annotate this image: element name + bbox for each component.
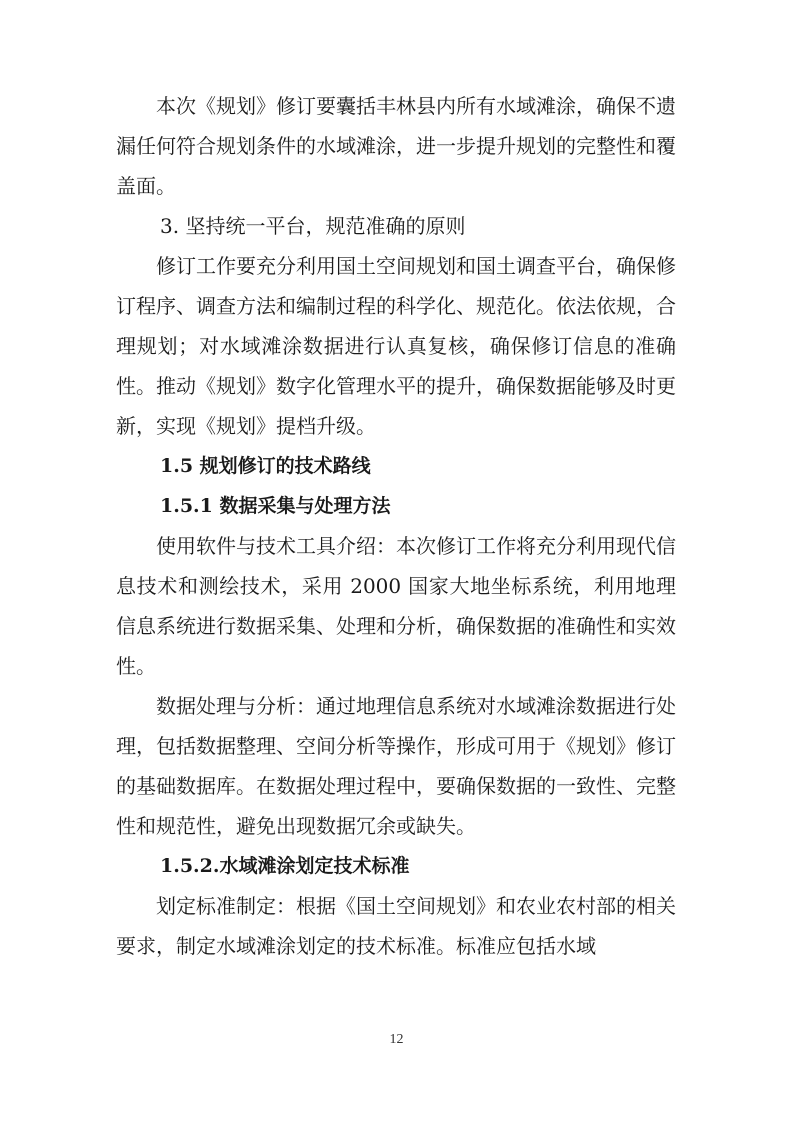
section-heading-1-5: 1.5 规划修订的技术路线: [160, 455, 371, 477]
paragraph-data-processing: 数据处理与分析：通过地理信息系统对水域滩涂数据进行处理，包括数据整理、空间分析等操作，形成可用于《规划》修订的基础数据库。在数据处理过程中，要确保数据的一致性、完整性和规范性，避免出现数据冗余或缺失。: [116, 694, 676, 838]
page-body: [116, 86, 676, 966]
paragraph-software-tools: 使用软件与技术工具介绍：本次修订工作将充分利用现代信息技术和测绘技术，采用 2000 国家大地坐标系统，利用地理信息系统进行数据采集、处理和分析，确保数据的准确性和实效性。: [116, 534, 676, 678]
page-number: 12: [389, 1032, 404, 1047]
section-heading-1-5-2: 1.5.2.水域滩涂划定技术标准: [160, 855, 410, 877]
principle-heading-3: 3. 坚持统一平台，规范准确的原则: [160, 214, 466, 238]
paragraph-standards: 划定标准制定：根据《国土空间规划》和农业农村部的相关要求，制定水域滩涂划定的技术标准。标准应包括水域: [116, 894, 676, 958]
paragraph-scope: 本次《规划》修订要囊括丰林县内所有水域滩涂，确保不遗漏任何符合规划条件的水域滩涂，进一步提升规划的完整性和覆盖面。: [116, 94, 676, 198]
paragraph-platform: 修订工作要充分利用国土空间规划和国土调查平台，确保修订程序、调查方法和编制过程的科学化、规范化。依法依规，合理规划；对水域滩涂数据进行认真复核，确保修订信息的准确性。推动《规划》数字化管理水平的提升，确保数据能够及时更新，实现《规划》提档升级。: [116, 254, 676, 438]
section-heading-1-5-1: 1.5.1 数据采集与处理方法: [160, 495, 391, 517]
